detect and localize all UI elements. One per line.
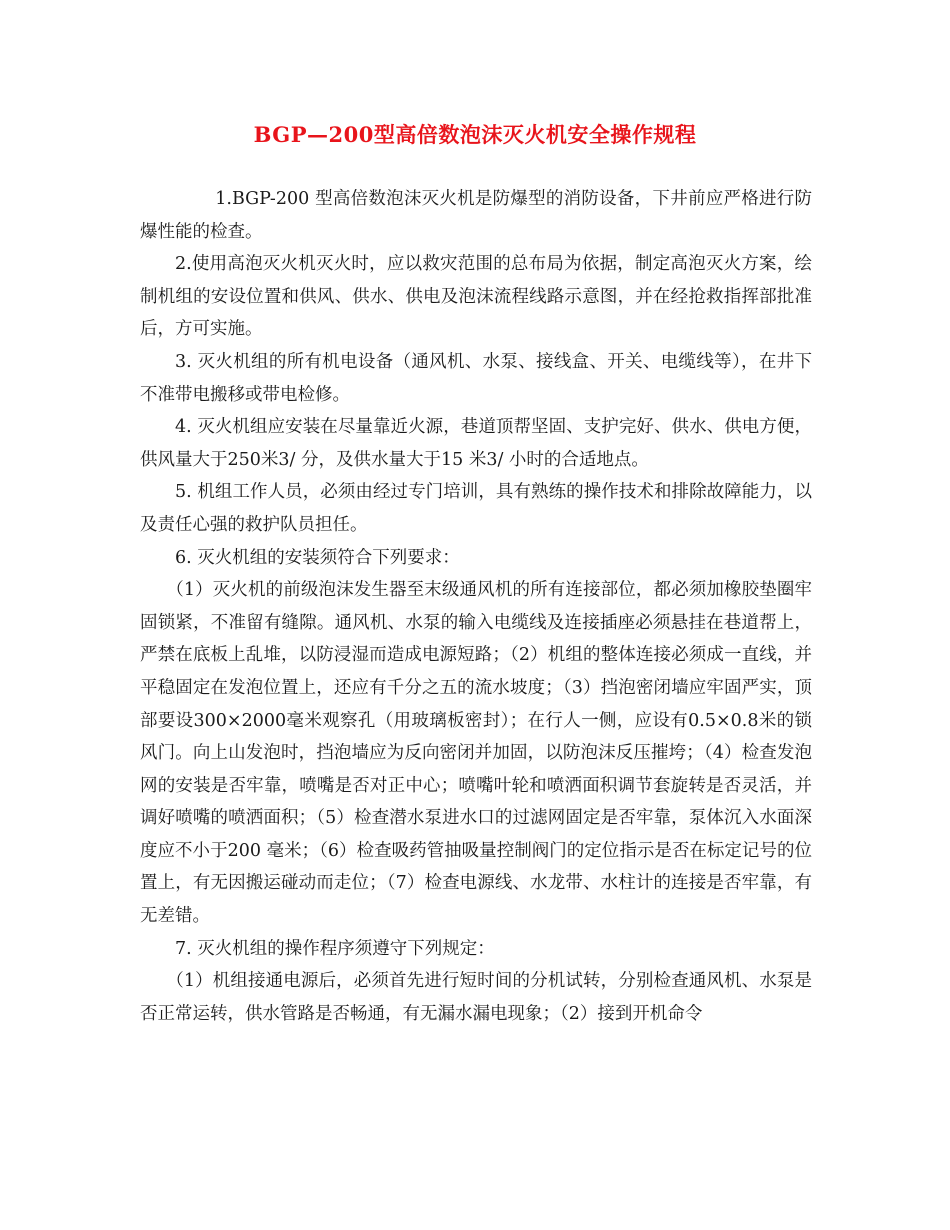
- paragraph-4: 4. 灭火机组应安装在尽量靠近火源，巷道顶帮坚固、支护完好、供水、供电方便，供风量大于250米3/ 分，及供水量大于15 米3/ 小时的合适地点。: [140, 417, 812, 470]
- paragraph-7: 7. 灭火机组的操作程序须遵守下列规定：: [175, 938, 495, 959]
- paragraph-2: 2.使用高泡灭火机灭火时，应以救灾范围的总布局为依据，制定高泡灭火方案，绘制机组的安设位置和供风、供水、供电及泡沫流程线路示意图，并在经抢救指挥部批准后，方可实施。: [140, 254, 812, 340]
- document-body: [140, 183, 812, 1030]
- paragraph-5: 5. 机组工作人员，必须由经过专门培训，具有熟练的操作技术和排除故障能力，以及责任心强的救护队员担任。: [140, 482, 812, 535]
- paragraph-3: 3. 灭火机组的所有机电设备（通风机、水泵、接线盒、开关、电缆线等），在井下不准带电搬移或带电检修。: [140, 351, 812, 405]
- document-title: BGP—200型高倍数泡沫灭火机安全操作规程: [253, 122, 697, 147]
- paragraph-7-procedures: （1）机组接通电源后，必须首先进行短时间的分机试转，分别检查通风机、水泵是否正常运转，供水管路是否畅通，有无漏水漏电现象；（2）接到开机命令: [140, 971, 812, 1024]
- paragraph-6-requirements: （1）灭火机的前级泡沫发生器至末级通风机的所有连接部位，都必须加橡胶垫圈牢固锁紧，不准留有缝隙。通风机、水泵的输入电缆线及连接插座必须悬挂在巷道帮上，严禁在底板上乱堆，以防浸湿而造成电源短路；（2）机组的整体连接必须成一直线，并平稳固定在发泡位置上，还应有千分之五的流水坡度；（3）挡泡密闭墙应牢固严实，顶部要设300×2000毫米观察孔（用玻璃板密封）；在行人一侧，应设有0.5×0.8米的锁风门。向上山发泡时，挡泡墙应为反向密闭并加固，以防泡沫反压摧垮；（4）检查发泡网的安装是否牢靠，喷嘴是否对正中心；喷嘴叶轮和喷洒面积调节套旋转是否灵活，并调好喷嘴的喷洒面积；（5）检查潜水泵进水口的过滤网固定是否牢靠，泵体沉入水面深度应不小于200 毫米；（6）检查吸药管抽吸量控制阀门的定位指示是否在标定记号的位置上，有无因搬运碰动而走位；（7）检查电源线、水龙带、水柱计的连接是否牢靠，有无差错。: [140, 580, 812, 927]
- paragraph-1: 1.BGP-200 型高倍数泡沫灭火机是防爆型的消防设备，下井前应严格进行防爆性能的检查。: [140, 189, 812, 242]
- paragraph-6: 6. 灭火机组的安装须符合下列要求：: [175, 547, 460, 568]
